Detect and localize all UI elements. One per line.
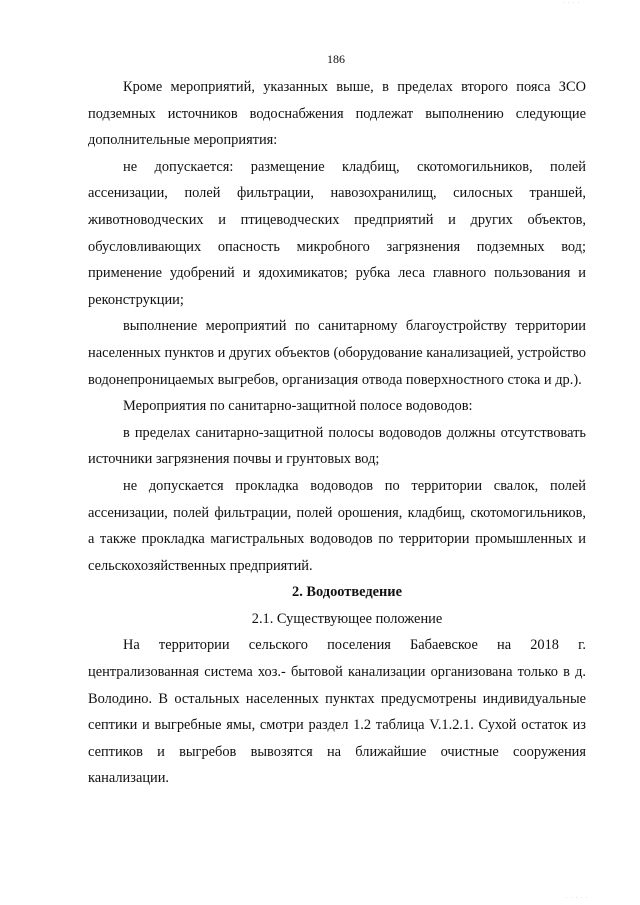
- paragraph: не допускается прокладка водоводов по территории свалок, полей ассенизации, полей фильтрации, полей орошения, кладбищ, скотомогильников, а также прокладка магистральных водоводов по территории промышленных и сельскохозяйственных предприятий.: [88, 477, 586, 574]
- corner-mark-top: · · · ·: [562, 1, 580, 6]
- page-number: 186: [327, 52, 345, 66]
- paragraph: На территории сельского поселения Бабаевское на 2018 г. централизованная система хоз.- бытовой канализации организована только в д. Володино. В остальных населенных пунктах предусмотрены индивидуальные септики и выгребные ямы, смотри раздел 1.2 таблица V.1.2.1. Сухой остаток из септиков и выгребов вывозятся на ближайшие очистные сооружения канализации.: [88, 637, 586, 787]
- corner-mark-bottom: · · · · ·: [565, 896, 588, 901]
- section-heading: 2. Водоотведение: [292, 584, 402, 601]
- document-body: [88, 74, 586, 792]
- paragraph: не допускается: размещение кладбищ, скотомогильников, полей ассенизации, полей фильтрации, навозохранилищ, силосных траншей, животноводческих и птицеводческих предприятий и других объектов, обусловливающих опасность микробного загрязнения подземных вод; применение удобрений и ядохимикатов; рубка леса главного пользования и реконструкции;: [88, 158, 586, 308]
- paragraph: в пределах санитарно-защитной полосы водоводов должны отсутствовать источники загрязнения почвы и грунтовых вод;: [88, 424, 586, 468]
- subsection-heading: 2.1. Существующее положение: [251, 610, 443, 627]
- paragraph: выполнение мероприятий по санитарному благоустройству территории населенных пунктов и других объектов (оборудование канализацией, устройство водонепроницаемых выгребов, организация отвода поверхностного стока и др.).: [88, 318, 586, 388]
- paragraph: Мероприятия по санитарно-защитной полосе водоводов:: [123, 398, 473, 415]
- paragraph: Кроме мероприятий, указанных выше, в пределах второго пояса ЗСО подземных источников водоснабжения подлежат выполнению следующие дополнительные мероприятия:: [88, 79, 586, 149]
